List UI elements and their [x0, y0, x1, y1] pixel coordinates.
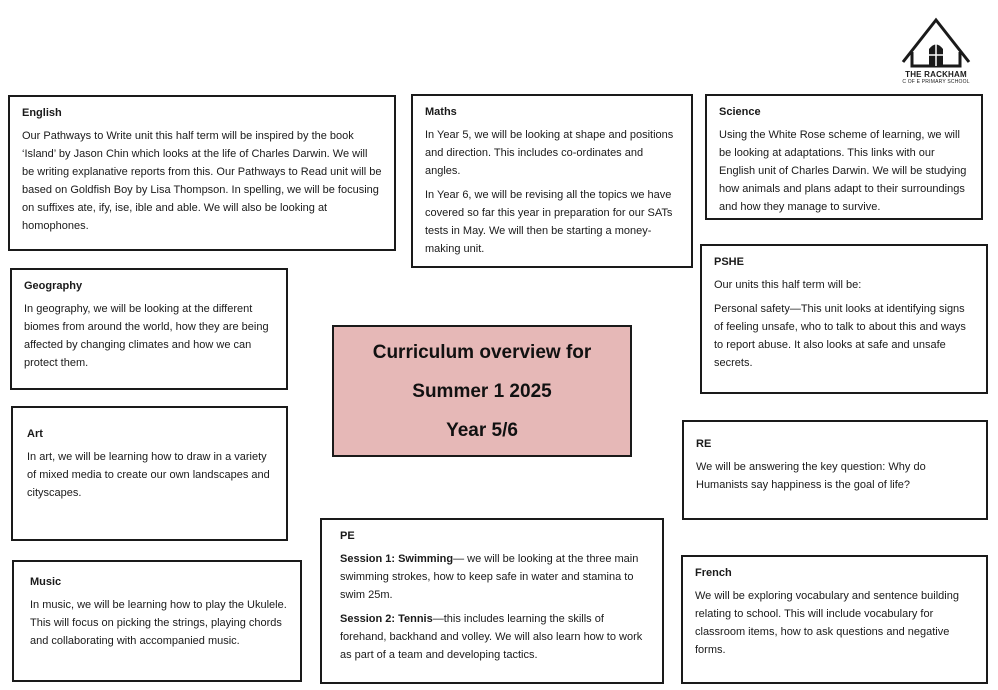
english-text: Our Pathways to Write unit this half term will be inspired by the book ‘Island’ by Jason Chin which looks at the life of Charles Darwin. We will be writing explanative reports from this. Our Pathways to Read unit will be based on Goldfish Boy by Lisa Thompson. In spelling, we will be focusing on suffixes ate, ify, ise, ible and able. We will also be looking at homophones.: [22, 130, 382, 232]
title-line-1: Curriculum overview for: [372, 341, 592, 363]
title-line-2: Summer 1 2025: [412, 380, 552, 402]
title-line-3: Year 5/6: [446, 419, 518, 441]
french-text: We will be exploring vocabulary and sentence building relating to school. This will include vocabulary for classroom items, how to ask questions and negative forms.: [695, 590, 959, 656]
art-box: [11, 406, 288, 541]
re-title: RE: [696, 438, 712, 450]
geography-text: In geography, we will be looking at the different biomes from around the world, how they are being affected by changing climates and how we can protect them.: [24, 303, 269, 369]
pe-session-2: [340, 610, 650, 664]
pe-session-2-label: Session 2: Tennis: [340, 613, 433, 625]
art-title: Art: [27, 428, 43, 440]
pshe-intro: Our units this half term will be:: [714, 279, 862, 291]
pe-session-1-text: — we will be looking at the three main swimming strokes, how to keep safe in water and stamina to swim 25m.: [340, 553, 639, 601]
maths-text-year5: In Year 5, we will be looking at shape and positions and direction. This includes co-ordinates and angles.: [425, 129, 674, 177]
geography-box: [10, 268, 288, 390]
french-title: French: [695, 567, 732, 579]
maths-title: Maths: [425, 106, 457, 118]
english-box: [8, 95, 396, 251]
pshe-box: [700, 244, 988, 394]
english-title: English: [22, 107, 62, 119]
pe-box: [320, 518, 664, 684]
geography-title: Geography: [24, 280, 83, 292]
music-title: Music: [30, 576, 62, 588]
science-title: Science: [719, 106, 761, 118]
science-text: Using the White Rose scheme of learning, we will be looking at adaptations. This links with our English unit of Charles Darwin. We will be studying how animals and plans adapt to their surroundings and how they manage to survive.: [719, 129, 967, 213]
art-text: In art, we will be learning how to draw in a variety of mixed media to create our own landscapes and cityscapes.: [27, 451, 270, 499]
pe-session-2-text: —this includes learning the skills of forehand, backhand and volley. We will also learn how to work as part of a team and developing tactics.: [340, 613, 643, 661]
music-box: [12, 560, 302, 682]
music-text: In music, we will be learning how to play the Ukulele. This will focus on picking the strings, playing chords and collaborating with accompanied music.: [30, 599, 287, 647]
re-text: We will be answering the key question: Why do Humanists say happiness is the goal of life?: [696, 461, 926, 491]
re-box: [682, 420, 988, 520]
pshe-text: Personal safety—This unit looks at identifying signs of feeling unsafe, who to talk to about this and ways to report abuse. It also looks at safe and unsafe secrets.: [714, 303, 966, 369]
logo-subtitle: C OF E PRIMARY SCHOOL: [902, 79, 970, 85]
school-logo: [896, 16, 976, 88]
pe-title: PE: [340, 530, 355, 542]
pshe-title: PSHE: [714, 256, 744, 268]
science-box: [705, 94, 983, 220]
pe-session-1-label: Session 1: Swimming: [340, 553, 454, 565]
logo-name: THE RACKHAM: [905, 70, 967, 79]
pe-session-1: [340, 550, 650, 604]
maths-text-year6: In Year 6, we will be revising all the topics we have covered so far this year in preparation for our SATs tests in May. We will then be starting a money-making unit.: [425, 189, 673, 255]
french-box: [681, 555, 988, 684]
maths-box: [411, 94, 693, 268]
curriculum-title-panel: [332, 325, 632, 457]
school-house-icon: [900, 16, 972, 70]
